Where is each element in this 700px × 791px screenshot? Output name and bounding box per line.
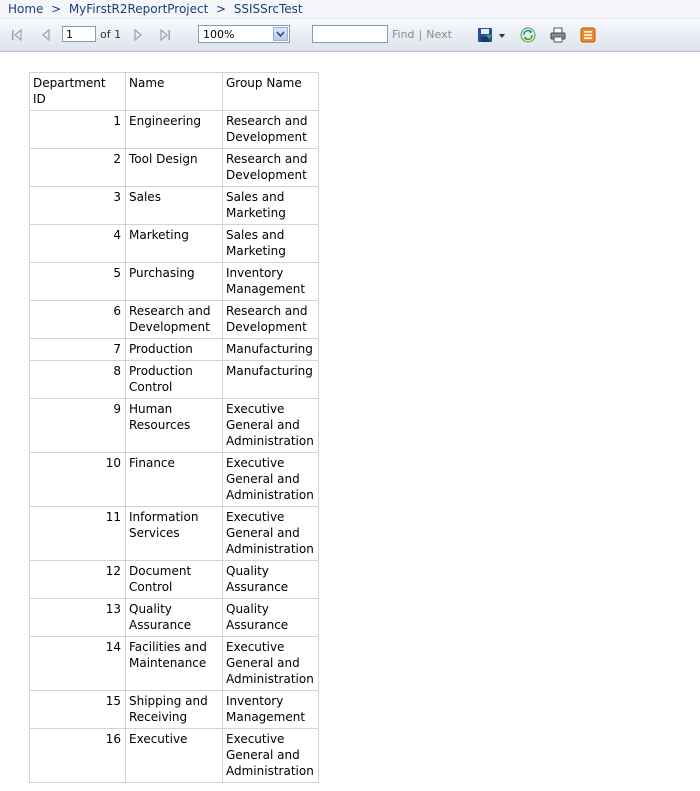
name-cell: Shipping and Receiving	[126, 691, 223, 729]
name-cell: Human Resources	[126, 399, 223, 453]
breadcrumb-report-name: SSISSrcTest	[233, 2, 303, 16]
refresh-icon	[520, 32, 536, 46]
table-row	[30, 399, 319, 453]
zoom-value: 100%	[203, 28, 235, 41]
group-name-cell: Sales and Marketing	[223, 187, 319, 225]
find-link[interactable]: Find	[392, 28, 415, 41]
department-id-cell: 4	[30, 225, 126, 263]
department-id-cell: 14	[30, 637, 126, 691]
table-row	[30, 111, 319, 149]
page-number-input[interactable]	[62, 26, 96, 42]
table-row	[30, 599, 319, 637]
name-cell: Facilities and Maintenance	[126, 637, 223, 691]
next-link[interactable]: Next	[426, 28, 452, 41]
name-cell: Engineering	[126, 111, 223, 149]
name-cell: Marketing	[126, 225, 223, 263]
group-name-cell: Executive General and Administration	[223, 507, 319, 561]
name-cell: Production Control	[126, 361, 223, 399]
department-id-cell: 3	[30, 187, 126, 225]
breadcrumb	[0, 0, 700, 19]
name-cell: Document Control	[126, 561, 223, 599]
table-row	[30, 225, 319, 263]
find-links	[392, 28, 452, 41]
save-export-icon	[477, 32, 507, 46]
table-row	[30, 339, 319, 361]
refresh-button[interactable]	[520, 27, 536, 43]
zoom-select[interactable]	[198, 25, 290, 43]
department-id-cell: 1	[30, 111, 126, 149]
group-name-cell: Quality Assurance	[223, 599, 319, 637]
column-header-name: Name	[126, 73, 223, 111]
first-page-button[interactable]	[9, 19, 25, 51]
breadcrumb-separator: >	[216, 2, 227, 16]
report-table-body	[30, 111, 319, 783]
previous-page-icon	[38, 27, 54, 43]
name-cell: Information Services	[126, 507, 223, 561]
name-cell: Purchasing	[126, 263, 223, 301]
department-id-cell: 13	[30, 599, 126, 637]
department-id-cell: 16	[30, 729, 126, 783]
breadcrumb-project-link[interactable]: MyFirstR2ReportProject	[68, 2, 209, 16]
data-feed-button[interactable]	[580, 27, 596, 43]
column-header-department-id: Department ID	[30, 73, 126, 111]
group-name-cell: Research and Development	[223, 301, 319, 339]
name-cell: Tool Design	[126, 149, 223, 187]
name-cell: Quality Assurance	[126, 599, 223, 637]
table-row	[30, 149, 319, 187]
find-separator: |	[418, 28, 423, 41]
department-id-cell: 6	[30, 301, 126, 339]
group-name-cell: Quality Assurance	[223, 561, 319, 599]
table-row	[30, 729, 319, 783]
group-name-cell: Research and Development	[223, 111, 319, 149]
name-cell: Finance	[126, 453, 223, 507]
department-id-cell: 11	[30, 507, 126, 561]
group-name-cell: Executive General and Administration	[223, 453, 319, 507]
department-id-cell: 7	[30, 339, 126, 361]
atom-feed-icon	[580, 32, 596, 46]
table-row	[30, 301, 319, 339]
next-page-button[interactable]	[130, 19, 146, 51]
department-id-cell: 12	[30, 561, 126, 599]
department-id-cell: 5	[30, 263, 126, 301]
find-input[interactable]	[312, 25, 388, 43]
group-name-cell: Manufacturing	[223, 361, 319, 399]
table-row	[30, 507, 319, 561]
table-row	[30, 561, 319, 599]
column-header-group-name: Group Name	[223, 73, 319, 111]
table-row	[30, 637, 319, 691]
name-cell: Production	[126, 339, 223, 361]
page-total-label: of 1	[100, 28, 122, 41]
print-icon	[550, 32, 566, 46]
chevron-down-icon[interactable]	[273, 27, 288, 41]
report-table	[29, 72, 319, 783]
table-row	[30, 187, 319, 225]
first-page-icon	[9, 27, 25, 43]
department-id-cell: 2	[30, 149, 126, 187]
export-button[interactable]	[477, 27, 507, 43]
group-name-cell: Inventory Management	[223, 263, 319, 301]
group-name-cell: Executive General and Administration	[223, 729, 319, 783]
department-id-cell: 9	[30, 399, 126, 453]
name-cell: Research and Development	[126, 301, 223, 339]
table-row	[30, 361, 319, 399]
last-page-icon	[157, 27, 173, 43]
group-name-cell: Sales and Marketing	[223, 225, 319, 263]
table-row	[30, 453, 319, 507]
department-id-cell: 15	[30, 691, 126, 729]
name-cell: Sales	[126, 187, 223, 225]
group-name-cell: Executive General and Administration	[223, 637, 319, 691]
group-name-cell: Inventory Management	[223, 691, 319, 729]
print-button[interactable]	[550, 27, 566, 43]
table-row	[30, 691, 319, 729]
group-name-cell: Research and Development	[223, 149, 319, 187]
next-page-icon	[130, 27, 146, 43]
breadcrumb-home-link[interactable]: Home	[8, 2, 44, 16]
previous-page-button[interactable]	[38, 19, 54, 51]
group-name-cell: Manufacturing	[223, 339, 319, 361]
last-page-button[interactable]	[157, 19, 173, 51]
table-header-row	[30, 73, 319, 111]
name-cell: Executive	[126, 729, 223, 783]
report-toolbar	[0, 19, 700, 52]
department-id-cell: 8	[30, 361, 126, 399]
breadcrumb-separator: >	[51, 2, 62, 16]
department-id-cell: 10	[30, 453, 126, 507]
table-row	[30, 263, 319, 301]
group-name-cell: Executive General and Administration	[223, 399, 319, 453]
